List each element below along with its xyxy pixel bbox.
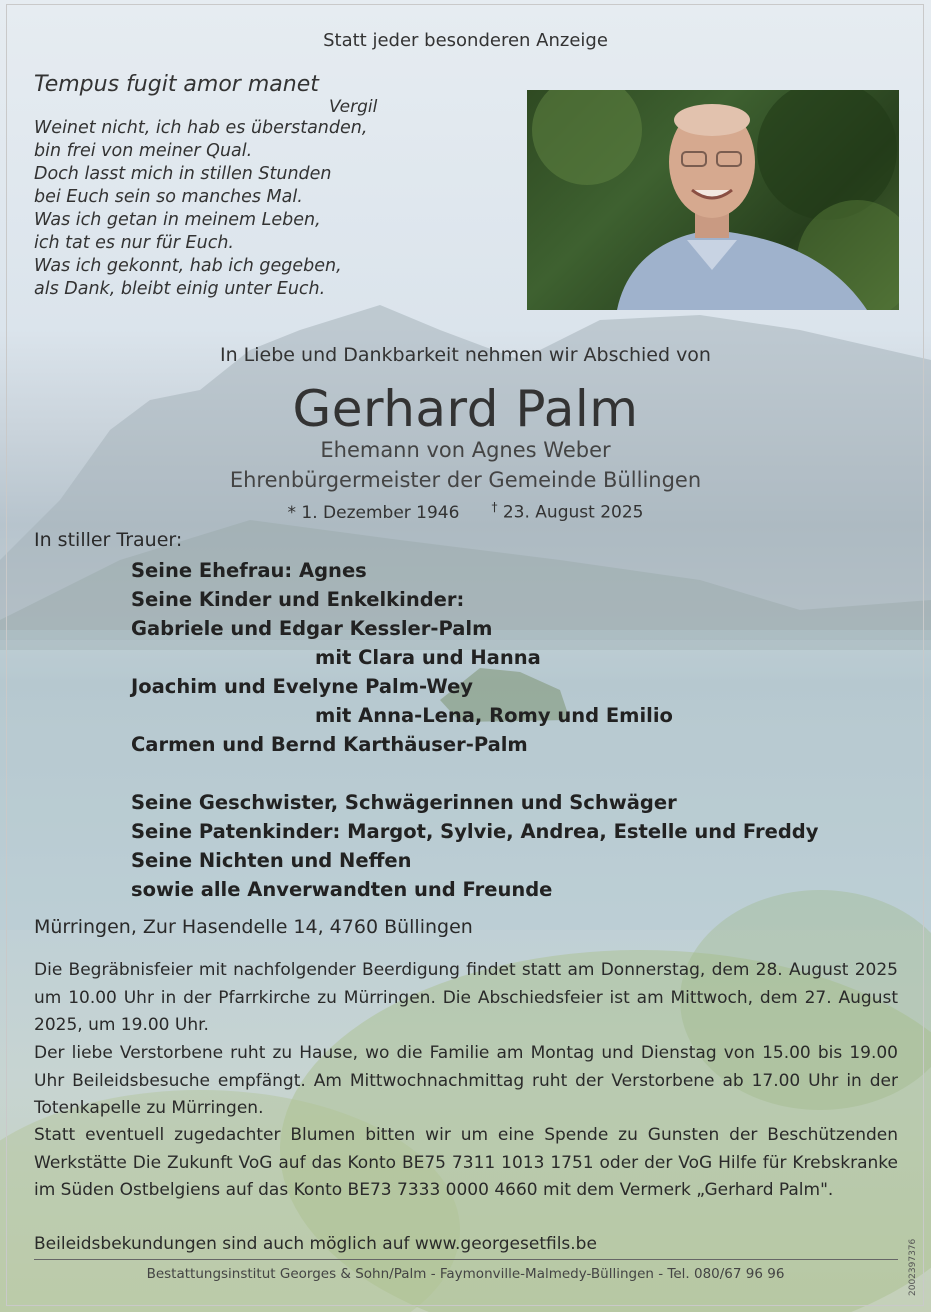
birth-date: * 1. Dezember 1946 bbox=[287, 502, 460, 523]
mourner-line: Gabriele und Edgar Kessler-Palm bbox=[131, 617, 493, 640]
poem-line: ich tat es nur für Euch. bbox=[34, 233, 234, 253]
funeral-paragraph: Die Begräbnisfeier mit nachfolgender Beerdigung findet statt am Donnerstag, dem 28. August 2025 um 10.00 Uhr in der Pfarrkirche zu Mürringen. Die Abschiedsfeier ist am Mittwoch, dem 27. August 2025, um 19.00 Uhr. bbox=[34, 960, 898, 1035]
poem-author: Vergil bbox=[329, 97, 378, 117]
mourning-heading: In stiller Trauer: bbox=[34, 529, 183, 551]
farewell-intro: In Liebe und Dankbarkeit nehmen wir Abschied von bbox=[220, 344, 711, 366]
mourner-line: Carmen und Bernd Karthäuser-Palm bbox=[131, 733, 528, 756]
family-address: Mürringen, Zur Hasendelle 14, 4760 Büllingen bbox=[34, 916, 473, 938]
poem bbox=[34, 72, 377, 301]
funeral-home-footer: Bestattungsinstitut Georges & Sohn/Palm - Faymonville-Malmedy-Büllingen - Tel. 080/67 96 96 bbox=[146, 1266, 785, 1282]
cross-icon: † bbox=[491, 500, 498, 514]
mourner-line: Seine Kinder und Enkelkinder: bbox=[131, 588, 465, 611]
poem-line: als Dank, bleibt einig unter Euch. bbox=[34, 279, 326, 299]
spouse-line: Ehemann von Agnes Weber bbox=[320, 438, 611, 462]
poem-line: Weinet nicht, ich hab es überstanden, bbox=[34, 118, 368, 138]
condolences-paragraph: Beileidsbekundungen sind auch möglich auf www.georgesetfils.be bbox=[34, 1234, 597, 1254]
poem-line: bin frei von meiner Qual. bbox=[34, 141, 253, 161]
notice-header: Statt jeder besonderen Anzeige bbox=[323, 30, 608, 51]
mourner-line: sowie alle Anverwandten und Freunde bbox=[131, 878, 553, 901]
mourner-line: Seine Patenkinder: Margot, Sylvie, Andrea, Estelle und Freddy bbox=[131, 820, 819, 843]
life-dates bbox=[0, 500, 931, 523]
footer-divider bbox=[34, 1259, 898, 1260]
mourner-line: mit Clara und Hanna bbox=[315, 646, 541, 669]
death-date: 23. August 2025 bbox=[502, 502, 644, 523]
mourner-line: Seine Geschwister, Schwägerinnen und Schwäger bbox=[131, 791, 677, 814]
poem-line: Was ich gekonnt, hab ich gegeben, bbox=[34, 256, 342, 276]
portrait-icon bbox=[527, 90, 899, 310]
notice-code: 2002397376 bbox=[908, 1238, 918, 1296]
mourner-line: Seine Ehefrau: Agnes bbox=[131, 559, 367, 582]
portrait-photo bbox=[527, 90, 899, 310]
visits-paragraph: Der liebe Verstorbene ruht zu Hause, wo die Familie am Montag und Dienstag von 15.00 bis 19.00 Uhr Beileidsbesuche empfängt. Am Mittwochnachmittag ruht der Verstorbene ab 17.00 Uhr in der Totenkapelle zu Mürringen. bbox=[34, 1043, 898, 1118]
title-line: Ehrenbürgermeister der Gemeinde Büllingen bbox=[229, 468, 702, 492]
mourners-list bbox=[131, 556, 818, 904]
poem-line: bei Euch sein so manches Mal. bbox=[34, 187, 303, 207]
poem-title: Tempus fugit amor manet bbox=[34, 72, 319, 97]
deceased-name: Gerhard Palm bbox=[292, 380, 639, 438]
mourner-line bbox=[131, 759, 818, 788]
mourner-line: mit Anna-Lena, Romy und Emilio bbox=[315, 704, 673, 727]
mourner-line: Joachim und Evelyne Palm-Wey bbox=[131, 675, 474, 698]
poem-line: Was ich getan in meinem Leben, bbox=[34, 210, 321, 230]
poem-line: Doch lasst mich in stillen Stunden bbox=[34, 164, 332, 184]
mourner-line: Seine Nichten und Neffen bbox=[131, 849, 412, 872]
donation-paragraph: Statt eventuell zugedachter Blumen bitten wir um eine Spende zu Gunsten der Beschützenden Werkstätte Die Zukunft VoG auf das Konto BE75 7311 1013 1751 oder der VoG Hilfe für Krebskranke im Süden Ostbelgiens auf das Konto BE73 7333 0000 4660 mit dem Vermerk „Gerhard Palm". bbox=[34, 1125, 898, 1200]
